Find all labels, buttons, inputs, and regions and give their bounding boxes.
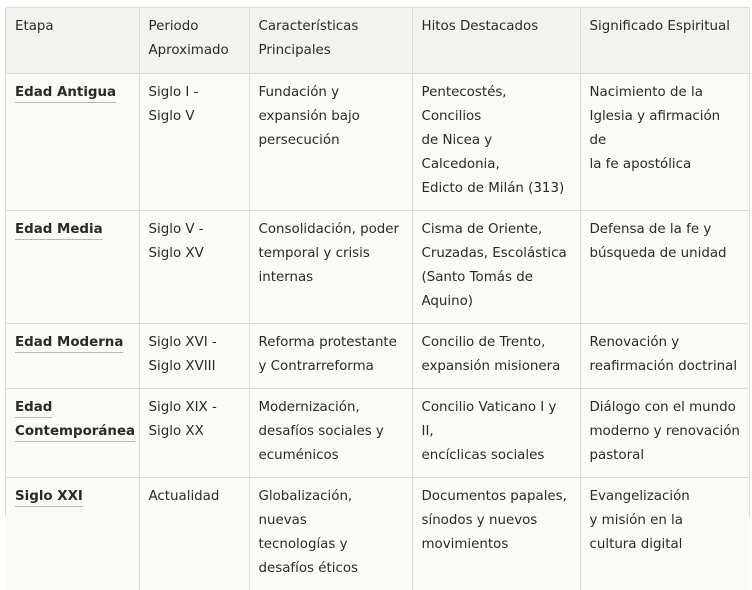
stage-label: Edad Contemporánea [15, 399, 136, 439]
features-cell: Modernización, desafíos sociales y ecuménicos [249, 388, 412, 477]
table-row [6, 73, 749, 210]
table-row [6, 323, 749, 388]
stage-label: Siglo XXI [15, 488, 83, 504]
header-stage: Etapa [6, 8, 139, 73]
features-cell: Globalización, nuevas tecnologías y desafíos éticos [249, 477, 412, 590]
stage-cell [6, 210, 139, 323]
milestones-cell: Documentos papales, sínodos y nuevos movimientos [412, 477, 580, 590]
header-row [6, 8, 749, 73]
period-cell: Siglo XIX - Siglo XX [139, 388, 249, 477]
table-row [6, 210, 749, 323]
meaning-cell: Defensa de la fe y búsqueda de unidad [580, 210, 749, 323]
period-cell: Siglo XVI - Siglo XVIII [139, 323, 249, 388]
meaning-cell: Renovación y reafirmación doctrinal [580, 323, 749, 388]
meaning-cell: Evangelización y misión en la cultura digital [589, 488, 690, 552]
features-cell: Consolidación, poder temporal y crisis internas [249, 210, 412, 323]
stage-cell [6, 388, 139, 477]
stage-cell [6, 73, 139, 210]
milestones-cell: Concilio de Trento, expansión misionera [412, 323, 580, 388]
features-cell: Reforma protestante y Contrarreforma [249, 323, 412, 388]
header-period: Periodo Aproximado [139, 8, 249, 73]
meaning-cell: Nacimiento de la Iglesia y afirmación de la fe apostólica [580, 73, 749, 210]
stage-label: Edad Media [15, 221, 103, 237]
period-cell: Actualidad [139, 477, 249, 590]
church-history-table [6, 8, 749, 590]
table-header [6, 8, 749, 73]
header-milestones: Hitos Destacados [412, 8, 580, 73]
table-body [6, 73, 749, 590]
milestones-cell: Concilio Vaticano I y II, encíclicas sociales [412, 388, 580, 477]
milestones-cell: Cisma de Oriente, Cruzadas, Escolástica (Santo Tomás de Aquino) [412, 210, 580, 323]
stage-label: Edad Antigua [15, 84, 117, 100]
features-cell: Fundación y expansión bajo persecución [249, 73, 412, 210]
stage-label: Edad Moderna [15, 334, 124, 350]
period-cell: Siglo V - Siglo XV [139, 210, 249, 323]
stage-cell [6, 477, 139, 590]
stage-cell [6, 323, 139, 388]
meaning-cell: Diálogo con el mundo moderno y renovación pastoral [580, 388, 749, 477]
header-meaning: Significado Espiritual [580, 8, 749, 73]
header-features: Características Principales [249, 8, 412, 73]
period-cell: Siglo I - Siglo V [139, 73, 249, 210]
table-row [6, 477, 749, 590]
table-row [6, 388, 749, 477]
milestones-cell: Pentecostés, Concilios de Nicea y Calcedonia, Edicto de Milán (313) [412, 73, 580, 210]
history-table-container [5, 7, 750, 576]
